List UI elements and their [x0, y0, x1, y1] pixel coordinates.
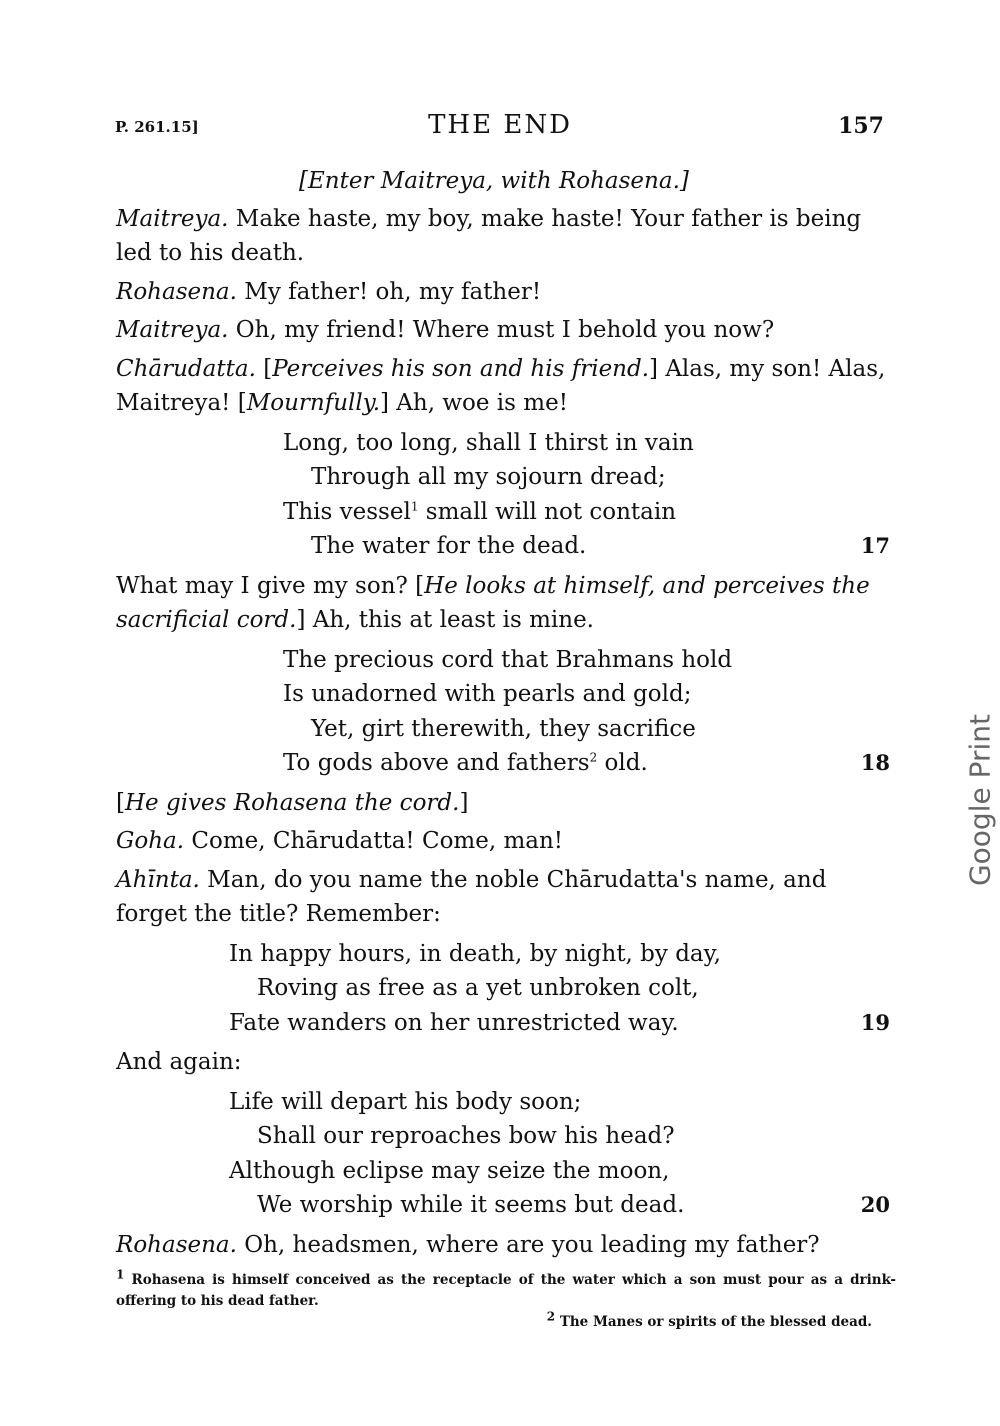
speaker-name: Maitreya. — [116, 205, 229, 232]
footnote-marker: 1 — [116, 1267, 125, 1282]
page-number: 157 — [838, 113, 884, 139]
footnote-text: Rohasena is himself conceived as the receptacle of the water which a son must pour as a drink-offering to his dead father. — [116, 1272, 896, 1309]
footnote-marker: 2 — [546, 1309, 556, 1324]
verse-text: This vessel — [283, 498, 411, 525]
speech-and-again: And again: — [116, 1049, 242, 1075]
verse-number: 20 — [860, 1192, 890, 1217]
verse-line: In happy hours, in death, by night, by day, — [229, 940, 721, 967]
bracket: ] — [459, 789, 469, 816]
verse-line: Life will depart his body soon; — [229, 1088, 582, 1115]
verse-19 — [229, 937, 890, 1041]
speech-text: ] Ah, woe is me! — [380, 390, 568, 416]
verse-line — [229, 1006, 890, 1041]
footnote-2 — [546, 1309, 872, 1333]
speech-text: Man, do you name the noble Chārudatta's name, and forget the title? Remember: — [116, 866, 827, 927]
verse-line: Yet, girt therewith, they sacrifice — [311, 715, 696, 742]
speech-charudatta-2 — [116, 569, 890, 638]
verse-line — [283, 529, 890, 564]
footnote-marker: 2 — [589, 750, 598, 765]
verse-text: To gods above and fathers — [283, 750, 590, 776]
speech-text: My father! oh, my father! — [236, 278, 542, 305]
verse-text: small will not contain — [418, 498, 677, 525]
stage-direction-inline: Perceives his son and his friend. — [272, 355, 650, 382]
verse-line: Through all my sojourn dread; — [311, 464, 666, 490]
speaker-name: Ahīnta. — [116, 866, 200, 893]
speech-rohasena-2 — [116, 1228, 890, 1263]
verse-number: 18 — [860, 750, 890, 775]
speech-goha — [116, 824, 890, 859]
verse-line: Long, too long, shall I thirst in vain — [283, 429, 694, 456]
verse-number: 17 — [860, 533, 890, 558]
verse-line: The precious cord that Brahmans hold — [283, 646, 733, 673]
verse-line — [283, 746, 890, 781]
speaker-name: Goha. — [116, 828, 185, 854]
speech-text: [ — [255, 355, 273, 382]
speech-text: ] Alas, my son! Alas, Maitreya! [ — [116, 355, 886, 416]
stage-direction-inline: He gives Rohasena the cord. — [124, 789, 460, 816]
verse-text: We worship while it seems but dead. — [257, 1192, 685, 1218]
speaker-name: Rohasena. — [116, 1231, 237, 1258]
speaker-name: Chārudatta. — [116, 355, 256, 382]
speech-maitreya-2 — [116, 313, 890, 348]
stage-direction-inline: He looks at himself, and perceives the sacrificial cord. — [116, 572, 870, 633]
verse-line — [229, 1188, 890, 1223]
speech-text: Come, Chārudatta! Come, man! — [184, 828, 564, 854]
speaker-name: Maitreya. — [116, 317, 229, 343]
verse-line — [283, 495, 890, 530]
footnote-1 — [116, 1267, 896, 1312]
speech-maitreya-1 — [116, 202, 890, 271]
speech-rohasena-1 — [116, 275, 890, 310]
footnote-marker: 1 — [410, 498, 419, 513]
footnotes — [116, 1267, 896, 1333]
stage-direction-inline: Mournfully. — [246, 390, 381, 416]
footnote-2-row — [116, 1309, 896, 1333]
bracket: [ — [116, 789, 125, 816]
verse-line: Shall our reproaches bow his head? — [257, 1123, 675, 1149]
speech-text: Make haste, my boy, make haste! Your father is being led to his death. — [116, 205, 862, 266]
verse-line: Is unadorned with pearls and gold; — [283, 681, 692, 707]
verse-18 — [283, 643, 890, 781]
speech-text: Oh, headsmen, where are you leading my father? — [236, 1231, 820, 1258]
speech-text: Oh, my friend! Where must I behold you now? — [228, 317, 775, 343]
footnote-text: The Manes or spirits of the blessed dead. — [555, 1314, 872, 1330]
verse-text: old. — [597, 750, 648, 776]
stage-direction-cord — [116, 786, 890, 821]
speaker-name: Rohasena. — [116, 278, 237, 305]
verse-line: Although eclipse may seize the moon, — [229, 1157, 670, 1184]
verse-20 — [229, 1085, 890, 1223]
speech-ahinta — [116, 863, 890, 932]
verse-text: The water for the dead. — [311, 533, 587, 559]
speech-text: ] Ah, this at least is mine. — [296, 607, 594, 633]
watermark: Google Print — [963, 713, 997, 887]
stage-direction-enter: [Enter Maitreya, with Rohasena.] — [299, 168, 689, 194]
verse-17 — [283, 426, 890, 564]
speech-charudatta-1 — [116, 352, 890, 421]
verse-number: 19 — [860, 1009, 890, 1035]
verse-text: Fate wanders on her unrestricted way. — [229, 1009, 679, 1036]
page-body — [116, 160, 890, 1262]
running-head-reference: P. 261.15] — [115, 118, 199, 136]
speech-text: What may I give my son? [ — [116, 572, 425, 599]
running-head-title: THE END — [428, 110, 572, 140]
verse-line: Roving as free as a yet unbroken colt, — [257, 975, 699, 1001]
